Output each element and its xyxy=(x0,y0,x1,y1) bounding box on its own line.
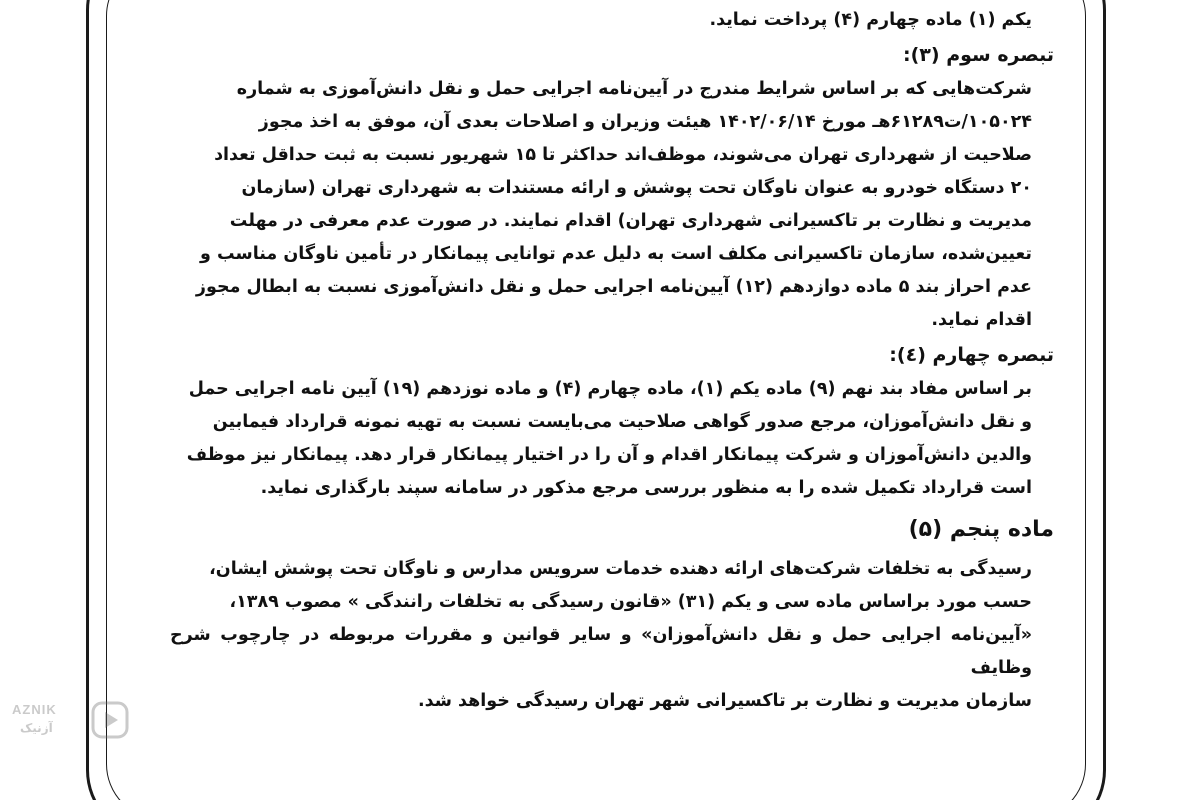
note-3-text xyxy=(170,73,1032,337)
note-4-line: والدین دانش‌آموزان و شرکت پیمانکار اقدام و آن را در اختیار پیمانکار قرار دهد. پیمانکار نیز موظف xyxy=(186,445,1032,465)
article-5-line: سازمان مدیریت و نظارت بر تاکسیرانی شهر تهران رسیدگی خواهد شد. xyxy=(417,691,1032,711)
note-3-heading: تبصره سوم (۳): xyxy=(903,44,1054,66)
note-3-line: ۱۰۵۰۲۴/ت۶۱۲۸۹هـ مورخ ۱۴۰۲/۰۶/۱۴ هیئت وزیران و اصلاحات بعدی آن، موفق به اخذ مجوز xyxy=(258,112,1032,132)
article-5-heading: ماده پنجم (۵) xyxy=(908,517,1054,542)
article-5-line: رسیدگی به تخلفات شرکت‌های ارائه دهنده خدمات سرویس مدارس و ناوگان تحت پوشش ایشان، xyxy=(209,559,1032,579)
note-3-line: مدیریت و نظارت بر تاکسیرانی شهرداری تهران) اقدام نمایند. در صورت عدم معرفی در مهلت xyxy=(229,211,1032,231)
note-4-line: بر اساس مفاد بند نهم (۹) ماده یکم (۱)، ماده چهارم (۴) و ماده نوزدهم (۱۹) آیین نامه اجرایی حمل xyxy=(188,379,1032,399)
top-line: یکم (۱) ماده چهارم (۴) پرداخت نماید. xyxy=(709,10,1032,30)
article-5-line: «آیین‌نامه اجرایی حمل و نقل دانش‌آموزان» و سایر قوانین و مقررات مربوطه در چارچوب شرح وظایف xyxy=(170,625,1032,678)
note-4-text xyxy=(170,373,1032,505)
note-3-line: اقدام نماید. xyxy=(931,310,1032,330)
document-body xyxy=(170,4,1054,718)
note-4-line: و نقل دانش‌آموزان، مرجع صدور گواهی صلاحیت می‌بایست نسبت به تهیه نمونه قرارداد فیمابین xyxy=(212,412,1032,432)
note-3-line: ۲۰ دستگاه خودرو به عنوان ناوگان تحت پوشش و ارائه مستندات به شهرداری تهران (سازمان xyxy=(241,178,1032,198)
note-4-line: است قرارداد تکمیل شده را به منظور بررسی مرجع مذکور در سامانه سپند بارگذاری نماید. xyxy=(260,478,1032,498)
note-3-line: عدم احراز بند ۵ ماده دوازدهم (۱۲) آیین‌نامه اجرایی حمل و نقل دانش‌آموزی نسبت به ابطال مجوز xyxy=(195,277,1032,297)
note-3-line: تعیین‌شده، سازمان تاکسیرانی مکلف است به دلیل عدم توانایی پیمانکار در تأمین ناوگان مناسب و xyxy=(200,244,1032,264)
article-5-text xyxy=(170,553,1032,718)
note-4-heading: تبصره چهارم (٤): xyxy=(889,344,1054,366)
note-3-line: صلاحیت از شهرداری تهران می‌شوند، موظف‌اند حداکثر تا ۱۵ شهریور نسبت به ثبت حداقل تعداد xyxy=(214,145,1032,165)
play-logo-icon xyxy=(90,700,130,740)
watermark xyxy=(6,694,134,750)
article-5-line: حسب مورد براساس ماده سی و یکم (۳۱) «قانون رسیدگی به تخلفات رانندگی » مصوب ۱۳۸۹، xyxy=(229,592,1032,612)
watermark-text-fa: آزنیک xyxy=(20,721,53,735)
note-3-line: شرکت‌هایی که بر اساس شرایط مندرج در آیین‌نامه اجرایی حمل و نقل دانش‌آموزی به شماره xyxy=(236,79,1032,99)
watermark-text-en: AZNIK xyxy=(12,702,57,717)
